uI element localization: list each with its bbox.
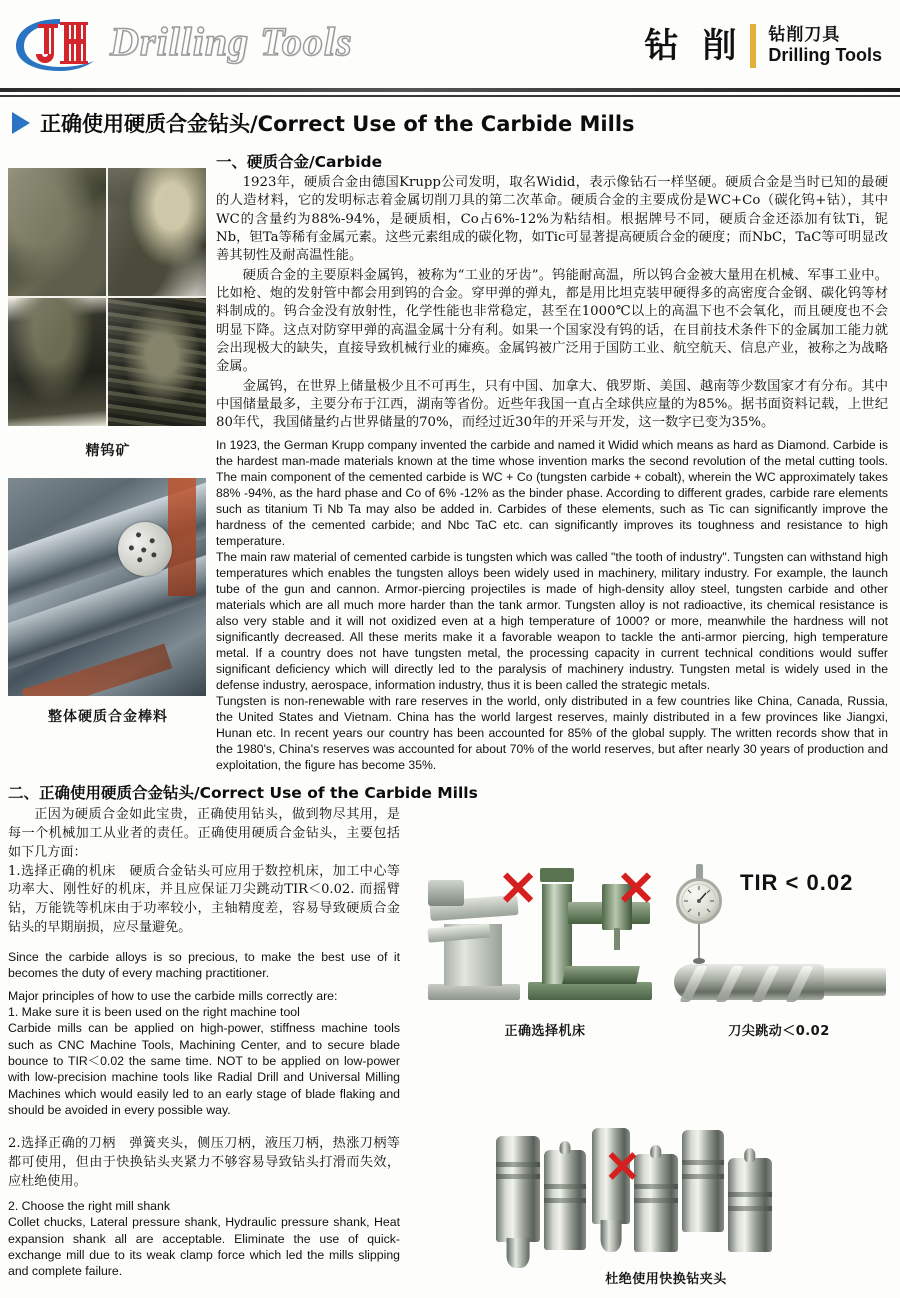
triangle-bullet-icon — [12, 112, 30, 134]
ore-photo-2 — [108, 168, 206, 296]
tir-measurement-figure — [672, 862, 896, 1012]
tool-holder-2 — [544, 1150, 586, 1250]
header-subtitle-cn: 钻削刀具 — [768, 25, 841, 46]
jh-logo-icon — [14, 16, 106, 74]
page-title-text: 正确使用硬质合金钻头/Correct Use of the Carbide Mills — [40, 112, 635, 136]
page-header — [0, 0, 900, 96]
section2-zh-item2: 2.选择正确的刀柄 弹簧夹头，侧压刀柄，液压刀柄，热涨刀柄等都可使用，但由于快换钻头夹紧力不够容易导致钻头打滑而失效，应杜绝使用。 — [8, 1136, 400, 1190]
section1-en-p3: Tungsten is non-renewable with rare reserves in the world, only distributed in a few countries like China, Canada, Russia, the United States and Vietnam. China has the world largest reserves, mainly distributed in a few provinces like Jiangxi, Hunan etc. In recent years our country has been accounted for 85% of the global supply. The written records show that in the 1980's, China's reserves was accounted for about 70% of the world reserves, but after nearly 30 years of production and exploitation, the figure has become 35%. — [216, 693, 888, 772]
section1-heading: 一、硬质合金/Carbide — [216, 153, 383, 171]
carbide-drill-photo — [674, 962, 888, 1002]
figure-caption-tir: 刀尖跳动＜0.02 — [728, 1024, 830, 1039]
red-x-icon-radial: ✕ — [616, 863, 657, 916]
tool-holder-1 — [496, 1136, 540, 1242]
header-divider — [750, 24, 756, 68]
dial-gauge-rod — [698, 924, 700, 960]
section1-zh-p2: 硬质合金的主要原料金属钨，被称为“工业的牙齿”。钨能耐高温，所以钨合金被大量用在机械、军事工业中。比如枪、炮的发射管中都会用到钨的合金。穿甲弹的弹丸，都是用比坦克装甲硬得多的高密度合金钢、碳化钨等材料制成的。钨合金没有放射性，化学性能也非常稳定，甚至在1000℃以上的高温下也不会氧化，而且硬度也不会明显下降。这点对防穿甲弹的高温金属十分有利。如果一个国家没有钨的话，在目前技术条件下的金属加工能力就会出现极大的缺失，直接导致机械行业的瘫痪。金属钨被广泛用于国防工业、航空航天、信息产业，被称之为战略金属。 — [216, 267, 888, 375]
header-title-cn: 钻 削 — [644, 26, 743, 66]
machine-tools-figure — [420, 862, 670, 1007]
tool-holder-5 — [682, 1130, 724, 1232]
section2-en-item1-head: 1. Make sure it is been used on the right machine tool — [8, 1004, 300, 1019]
section2-body — [8, 806, 400, 1280]
tungsten-ore-photo — [8, 168, 206, 426]
figure-caption-ore: 精钨矿 — [85, 443, 131, 459]
header-brand-block — [644, 16, 882, 76]
brand-logo — [14, 16, 394, 78]
dial-indicator-icon — [676, 878, 722, 924]
figure-caption-rod: 整体硬质合金棒料 — [48, 709, 168, 725]
section1-zh-p1: 1923年，硬质合金由德国Krupp公司发明，取名Widid，表示像钻石一样坚硬。硬质合金是当时已知的最硬的人造材料，它的发明标志着金属切削刀具的第二次革命。硬质合金的主要成份是WC+Co（碳化钨+钴），其中WC的含量约为88%-94%，是硬质相，Co占6%-12%为粘结相。根据牌号不同，硬质合金还添加有钛Ti，铌Nb，钽Ta等稀有金属元素。这些元素组成的碳化物，如Tic可显著提高硬质合金的硬度；而NbC，TaC等可明显改善其韧性及耐高温性能。 — [216, 175, 888, 264]
figure-caption-machines: 正确选择机床 — [504, 1024, 586, 1039]
section2-en-item2-body: Collet chucks, Lateral pressure shank, Hydraulic pressure shank, Heat expansion shank all are acceptable. Eliminate the use of quick-exchange mill due to its weak clamp force which led the mills slipping and complete failure. — [8, 1215, 400, 1279]
section2-en-item2-head: 2. Choose the right mill shank — [8, 1198, 170, 1213]
figure-caption-holders: 杜绝使用快换钻夹头 — [605, 1272, 727, 1287]
header-subtitle-en: Drilling Tools — [768, 45, 882, 66]
section1-en-p1: In 1923, the German Krupp company invented the carbide and named it Widid which means as hard as Diamond. Carbide is the hardest man-made materials known at the time whose invention marks the second revolution of the metal cutting tools. The main component of the cemented carbide is WC + Co (tungsten carbide + cobalt), wherein the WC approximately takes 88% -94%, as the hard phase and Co of 6% -12% as the binder phase. According to different grades, carbide rare elements such as titanium Ti Nb Ta may also be added in. Carbides of these elements, such as Tic can significantly improve the hardness of the cemented carbide; and Nbc TaC etc. can significantly improves its toughness and resistance to high temperature. — [216, 437, 888, 548]
header-rule-thin — [0, 95, 900, 97]
page-title — [12, 108, 635, 138]
logo-wordmark: Drilling Tools — [110, 19, 353, 64]
tir-label: TIR < 0.02 — [740, 870, 854, 895]
tool-holders-figure — [486, 1128, 846, 1252]
ore-photo-1 — [8, 168, 106, 296]
section2-en-item1-body: Carbide mills can be applied on high-power, stiffness machine tools such as CNC Machine Tools, Machining Center, and to secure blade bounce to TIR＜0.02 the same time. NOT to be applied on low-power with low-precision machine tools like Radial Drill and Universal Milling Machines which would easily led to an early stage of blade flaking and should be avoided in every possible way. — [8, 1021, 400, 1117]
section1-en-p2: The main raw material of cemented carbide is tungsten which was called "the tooth of industry". Tungsten can withstand high temperatures which enables the tungsten alloys been widely used in machinery, military industry. For example, the launch tube of the gun and cannon. Armor-piercing projectiles is made of high-density alloy steel, tungsten carbide and other materials which are all much more harder than the tank armor. Tungsten alloy is not radioactive, its chemical resistance is also very stable and it will not oxidized even at a high temperature of 1000? or more, meanwhile the hardness will not significantly decreased. All these merits make it a favorable weapon to tackle the anti-armor piercing, high temperature metal. If a country does not have tungsten metal, the processing capacity in current technical conditions would suffer significant deficiency which will directly led to the paralysis of machinery industry. Tungsten metal is widely used in the defense industry, aerospace, information industry, thus it is been called the strategic metals. — [216, 549, 888, 692]
section2-en-intro1: Since the carbide alloys is so precious, to make the best use of it becomes the duty of every maching practitioner. — [8, 949, 400, 981]
section1-body — [216, 150, 888, 773]
section2-en-intro2: Major principles of how to use the carbide mills correctly are: — [8, 988, 338, 1003]
ore-photo-3 — [8, 298, 106, 426]
tool-holder-6 — [728, 1158, 772, 1252]
machine-frame-right — [168, 478, 196, 596]
red-x-icon-holders: ✕ — [604, 1143, 641, 1192]
section2-heading: 二、正确使用硬质合金钻头/Correct Use of the Carbide Mills — [8, 784, 478, 802]
header-subtitle — [768, 26, 882, 65]
header-rule-thick — [0, 88, 900, 92]
carbide-rod-photo — [8, 478, 206, 696]
section1-figures — [8, 168, 208, 726]
ore-photo-4 — [108, 298, 206, 426]
red-x-icon-mill: ✕ — [498, 863, 539, 916]
section2-zh-item1: 1.选择正确的机床 硬质合金钻头可应用于数控机床，加工中心等功率大、刚性好的机床，并且应保证刀尖跳动TIR＜0.02. 而摇臂钻，万能铣等机床由于功率较小，主轴精度差，容易导致硬质合金钻头的早期崩损，应尽量避免。 — [8, 863, 400, 936]
section2-zh-intro: 正因为硬质合金如此宝贵，正确使用钻头，做到物尽其用，是每一个机械加工从业者的责任。正确使用硬质合金钻头，主要包括如下几方面： — [8, 807, 400, 860]
section1-zh-p3: 金属钨，在世界上储量极少且不可再生，只有中国、加拿大、俄罗斯、美国、越南等少数国家才有分布。其中中国储量最多，主要分布于江西，湖南等省份。近些年我国一直占全球供应量的为85%。据书面资料记载，上世纪80年代，我国储量约占世界储量的70%，而经过近30年的开采与开发，这一数字已变为35%。 — [216, 378, 888, 431]
